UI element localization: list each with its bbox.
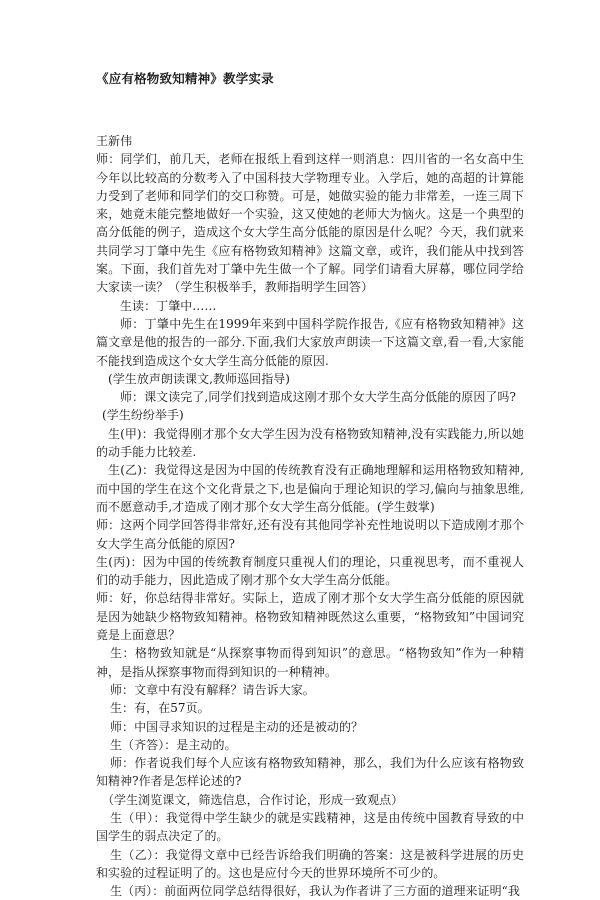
paragraph: 师：这两个同学回答得非常好,还有没有其他同学补充性地说明以下造成刚才那个女大学生高分低能的原因? <box>96 518 524 551</box>
paragraph: (学生放声朗读课文,教师巡回指导) <box>108 371 291 386</box>
paragraph: 师：作者说我们每个人应该有格物致知精神，那么，我们为什么应该有格物致知精神?作者是怎样论述的? <box>96 756 524 789</box>
paragraph: (学生纷纷举手) <box>102 408 184 423</box>
document-title: 《应有格物致知精神》教学实录 <box>96 71 274 86</box>
author-name: 王新伟 <box>96 134 133 148</box>
paragraph: 生（甲）：我觉得中学生缺少的就是实践精神，这是由传统中国教育导致的中国学生的弱点决定了的。 <box>96 810 524 844</box>
paragraph: 师：中国寻求知识的过程是主动的还是被动的？ <box>110 719 364 734</box>
paragraph: 生：有，在57页。 <box>110 701 210 716</box>
paragraph: 生(乙)：我觉得这是因为中国的传统教育没有正确地理解和运用格物致知精神,而中国的学生在这个文化背景之下,也是偏向于理论知识的学习,偏向与抽象思维,而不愿意动手,才造成了刚才那个女大学生高分低能。(学生鼓掌) <box>96 463 524 514</box>
document-body <box>96 132 524 900</box>
paragraph: 生：格物致知就是“从探察事物而得到知识”的意思。“格物致知”作为一种精神，是指从探察事物而得到知识的一种精神。 <box>96 646 524 679</box>
paragraph: 师：丁肇中先生在1999年来到中国科学院作报告,《应有格物致知精神》这篇文章是他的报告的一部分.下面,我们大家放声朗读一下这篇文章,看一看,大家能不能找到造成这个女大学生高分低能的原因. <box>96 316 524 368</box>
paragraph: 师：课文读完了,同学们找到造成这刚才那个女大学生高分低能的原因了吗? <box>120 390 516 405</box>
paragraph: 师：文章中有没有解释？请告诉大家。 <box>110 682 315 697</box>
paragraph: 生（丙）：前面两位同学总结得很好，我认为作者讲了三方面的道理来证明“我 <box>110 884 520 899</box>
paragraph: 生(丙)：因为中国的传统教育制度只重视人们的理论，只重视思考，而不重视人们的动手能力，因此造成了刚才那个女大学生高分低能。 <box>96 554 524 588</box>
paragraph: 生（齐答）：是主动的。 <box>110 737 237 752</box>
paragraph: （学生浏览课文，筛选信息，合作讨论，形成一致观点） <box>102 792 404 807</box>
paragraph: 生读：丁肇中…… <box>120 298 217 313</box>
paragraph: 师：好，你总结得非常好。实际上，造成了刚才那个女大学生高分低能的原因就是因为她缺少格物致知精神。格物致知精神既然这么重要，“格物致知”中国词究竟是上面意思？ <box>96 591 524 643</box>
paragraph: 生（乙）：我觉得文章中已经告诉给我们明确的答案：这是被科学进展的历史和实验的过程证明了的。这也是应付今天的世界环境所不可少的。 <box>96 847 524 880</box>
paragraph: 师：同学们，前几天，老师在报纸上看到这样一则消息：四川省的一名女高中生今年以比较高的分数考入了中国科技大学物理专业。入学后，她的高超的计算能力受到了老师和同学们的交口称赞。可是，她做实验的能力非常差，一连三周下来，她竟未能完整地做好一个实验，这又使她的老师大为恼火。这是一个典型的高分低能的例子，造成这个女大学生高分低能的原因是什么呢？今天，我们就来共同学习丁肇中先生《应有格物致知精神》这篇文章，或许，我们能从中找到答案。下面，我们首先对丁肇中先生做一个了解。同学们请看大屏幕，哪位同学给大家读一读？（学生积极举手，教师指明学生回答） <box>96 152 524 295</box>
paragraph: 生(甲)：我觉得刚才那个女大学生因为没有格物致知精神,没有实践能力,所以她的动手能力比较差. <box>96 426 524 460</box>
